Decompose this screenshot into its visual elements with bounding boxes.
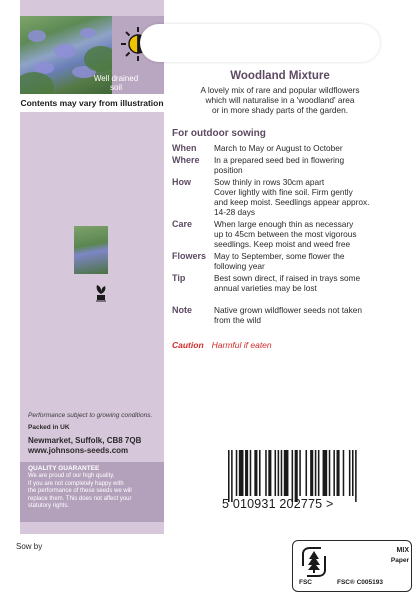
barcode-bar — [310, 450, 313, 496]
barcode-bar — [236, 450, 238, 496]
fsc-code: FSC® C005193 — [337, 579, 383, 586]
row-line: annual varieties may be lost — [214, 283, 317, 293]
barcode-bar — [281, 450, 283, 496]
row-line: from the wild — [214, 315, 262, 325]
row-line: In a prepared seed bed in flowering — [214, 155, 345, 165]
barcode-bar — [254, 450, 257, 496]
row-value — [214, 305, 392, 325]
row-line: Sow thinly in rows 30cm apart — [214, 177, 325, 187]
barcode-bar — [265, 450, 267, 496]
barcode-digits: 5 010931 202775 > — [222, 497, 334, 511]
barcode-bar — [306, 450, 308, 496]
plant-pot-icon — [94, 284, 108, 302]
barcode-bar — [268, 450, 271, 496]
barcode-bar — [292, 450, 294, 502]
flower-thumbnail — [74, 226, 108, 274]
product-title: Woodland Mixture — [230, 70, 330, 82]
barcode-bar — [259, 450, 261, 496]
row-label: Tip — [172, 273, 186, 283]
barcode-bar — [250, 450, 252, 496]
barcode-bar — [329, 450, 331, 496]
fsc-paper: Paper — [390, 557, 409, 564]
row-line: Cover lightly with fine soil. Firm gently — [214, 187, 353, 197]
barcode-bar — [275, 450, 277, 496]
barcode-bar — [343, 450, 345, 496]
performance-note: Performance subject to growing conditions. — [28, 412, 153, 419]
fsc-mix: MIX — [396, 547, 409, 554]
row-value — [214, 155, 392, 175]
row-value — [214, 143, 392, 153]
barcode-bar — [352, 450, 354, 496]
intro-line: which will naturalise in a 'woodland' area — [205, 95, 355, 106]
row-line: March to May or August to October — [214, 143, 343, 153]
barcode-bar — [231, 450, 233, 502]
guarantee-title: QUALITY GUARANTEE — [28, 465, 100, 472]
barcode-bar — [228, 450, 230, 502]
barcode-bar — [278, 450, 280, 496]
row-line: seedlings. Keep moist and weed free — [214, 239, 351, 249]
website: www.johnsons-seeds.com — [28, 446, 129, 455]
sow-by-label: Sow by — [16, 542, 43, 551]
row-value — [214, 219, 392, 249]
guarantee-line: We are proud of our high quality. — [28, 473, 115, 479]
caution-warning — [172, 340, 272, 350]
barcode-bar — [349, 450, 351, 496]
barcode-bar — [337, 450, 340, 496]
row-label: When — [172, 143, 197, 153]
row-value — [214, 177, 392, 217]
barcode-bar — [355, 450, 357, 502]
row-label: How — [172, 177, 191, 187]
quality-guarantee — [20, 462, 164, 522]
soil-label: Well drained soil — [93, 74, 139, 92]
barcode-bar — [245, 450, 248, 496]
fsc-tree-icon — [299, 546, 329, 578]
barcode-bar — [323, 450, 328, 496]
row-line: and keep moist. Seedlings appear approx. — [214, 197, 370, 207]
barcode-bar — [318, 450, 320, 496]
guarantee-line: If you are not completely happy with — [28, 480, 124, 487]
row-line: Native grown wildflower seeds not taken — [214, 305, 363, 315]
barcode-bar — [239, 450, 244, 496]
hang-tab-slot — [140, 24, 380, 62]
guarantee-line: the performance of these seeds we will — [28, 488, 132, 495]
row-line: up to 45cm between the most vigorous — [214, 229, 357, 239]
fsc-abbr: FSC — [299, 579, 312, 586]
row-line: Best sown direct, if raised in trays some — [214, 273, 361, 283]
row-label: Where — [172, 155, 200, 165]
barcode-bar — [299, 450, 301, 496]
section-title: For outdoor sowing — [172, 128, 266, 139]
address-line: Newmarket, Suffolk, CB8 7QB — [28, 436, 142, 445]
fsc-label — [292, 540, 412, 592]
row-line: May to September, some flower the — [214, 251, 345, 261]
guarantee-line: replace them. This does not affect your — [28, 495, 132, 502]
row-line: position — [214, 165, 243, 175]
caution-label: Caution — [172, 340, 204, 350]
row-value — [214, 273, 392, 293]
contents-note: Contents may vary from illustration — [20, 94, 164, 112]
row-value — [214, 251, 392, 271]
guarantee-line: statutory rights. — [28, 503, 70, 510]
row-label: Flowers — [172, 251, 207, 261]
row-line: When large enough thin as necessary — [214, 219, 354, 229]
product-intro — [172, 85, 388, 116]
row-label: Care — [172, 219, 193, 229]
intro-line: or in more shady parts of the garden. — [211, 105, 349, 116]
barcode — [226, 450, 402, 502]
barcode-bar — [315, 450, 317, 496]
row-line: 14-28 days — [214, 207, 256, 217]
company-address — [28, 436, 141, 456]
caution-text: Harmful if eaten — [211, 340, 272, 350]
packed-in: Packed in UK — [28, 424, 70, 431]
row-label: Note — [172, 305, 192, 315]
barcode-bar — [284, 450, 289, 496]
barcode-bar — [333, 450, 335, 496]
barcode-bar — [295, 450, 298, 502]
intro-line: A lovely mix of rare and popular wildflowers — [200, 85, 360, 95]
row-line: following year — [214, 261, 265, 271]
